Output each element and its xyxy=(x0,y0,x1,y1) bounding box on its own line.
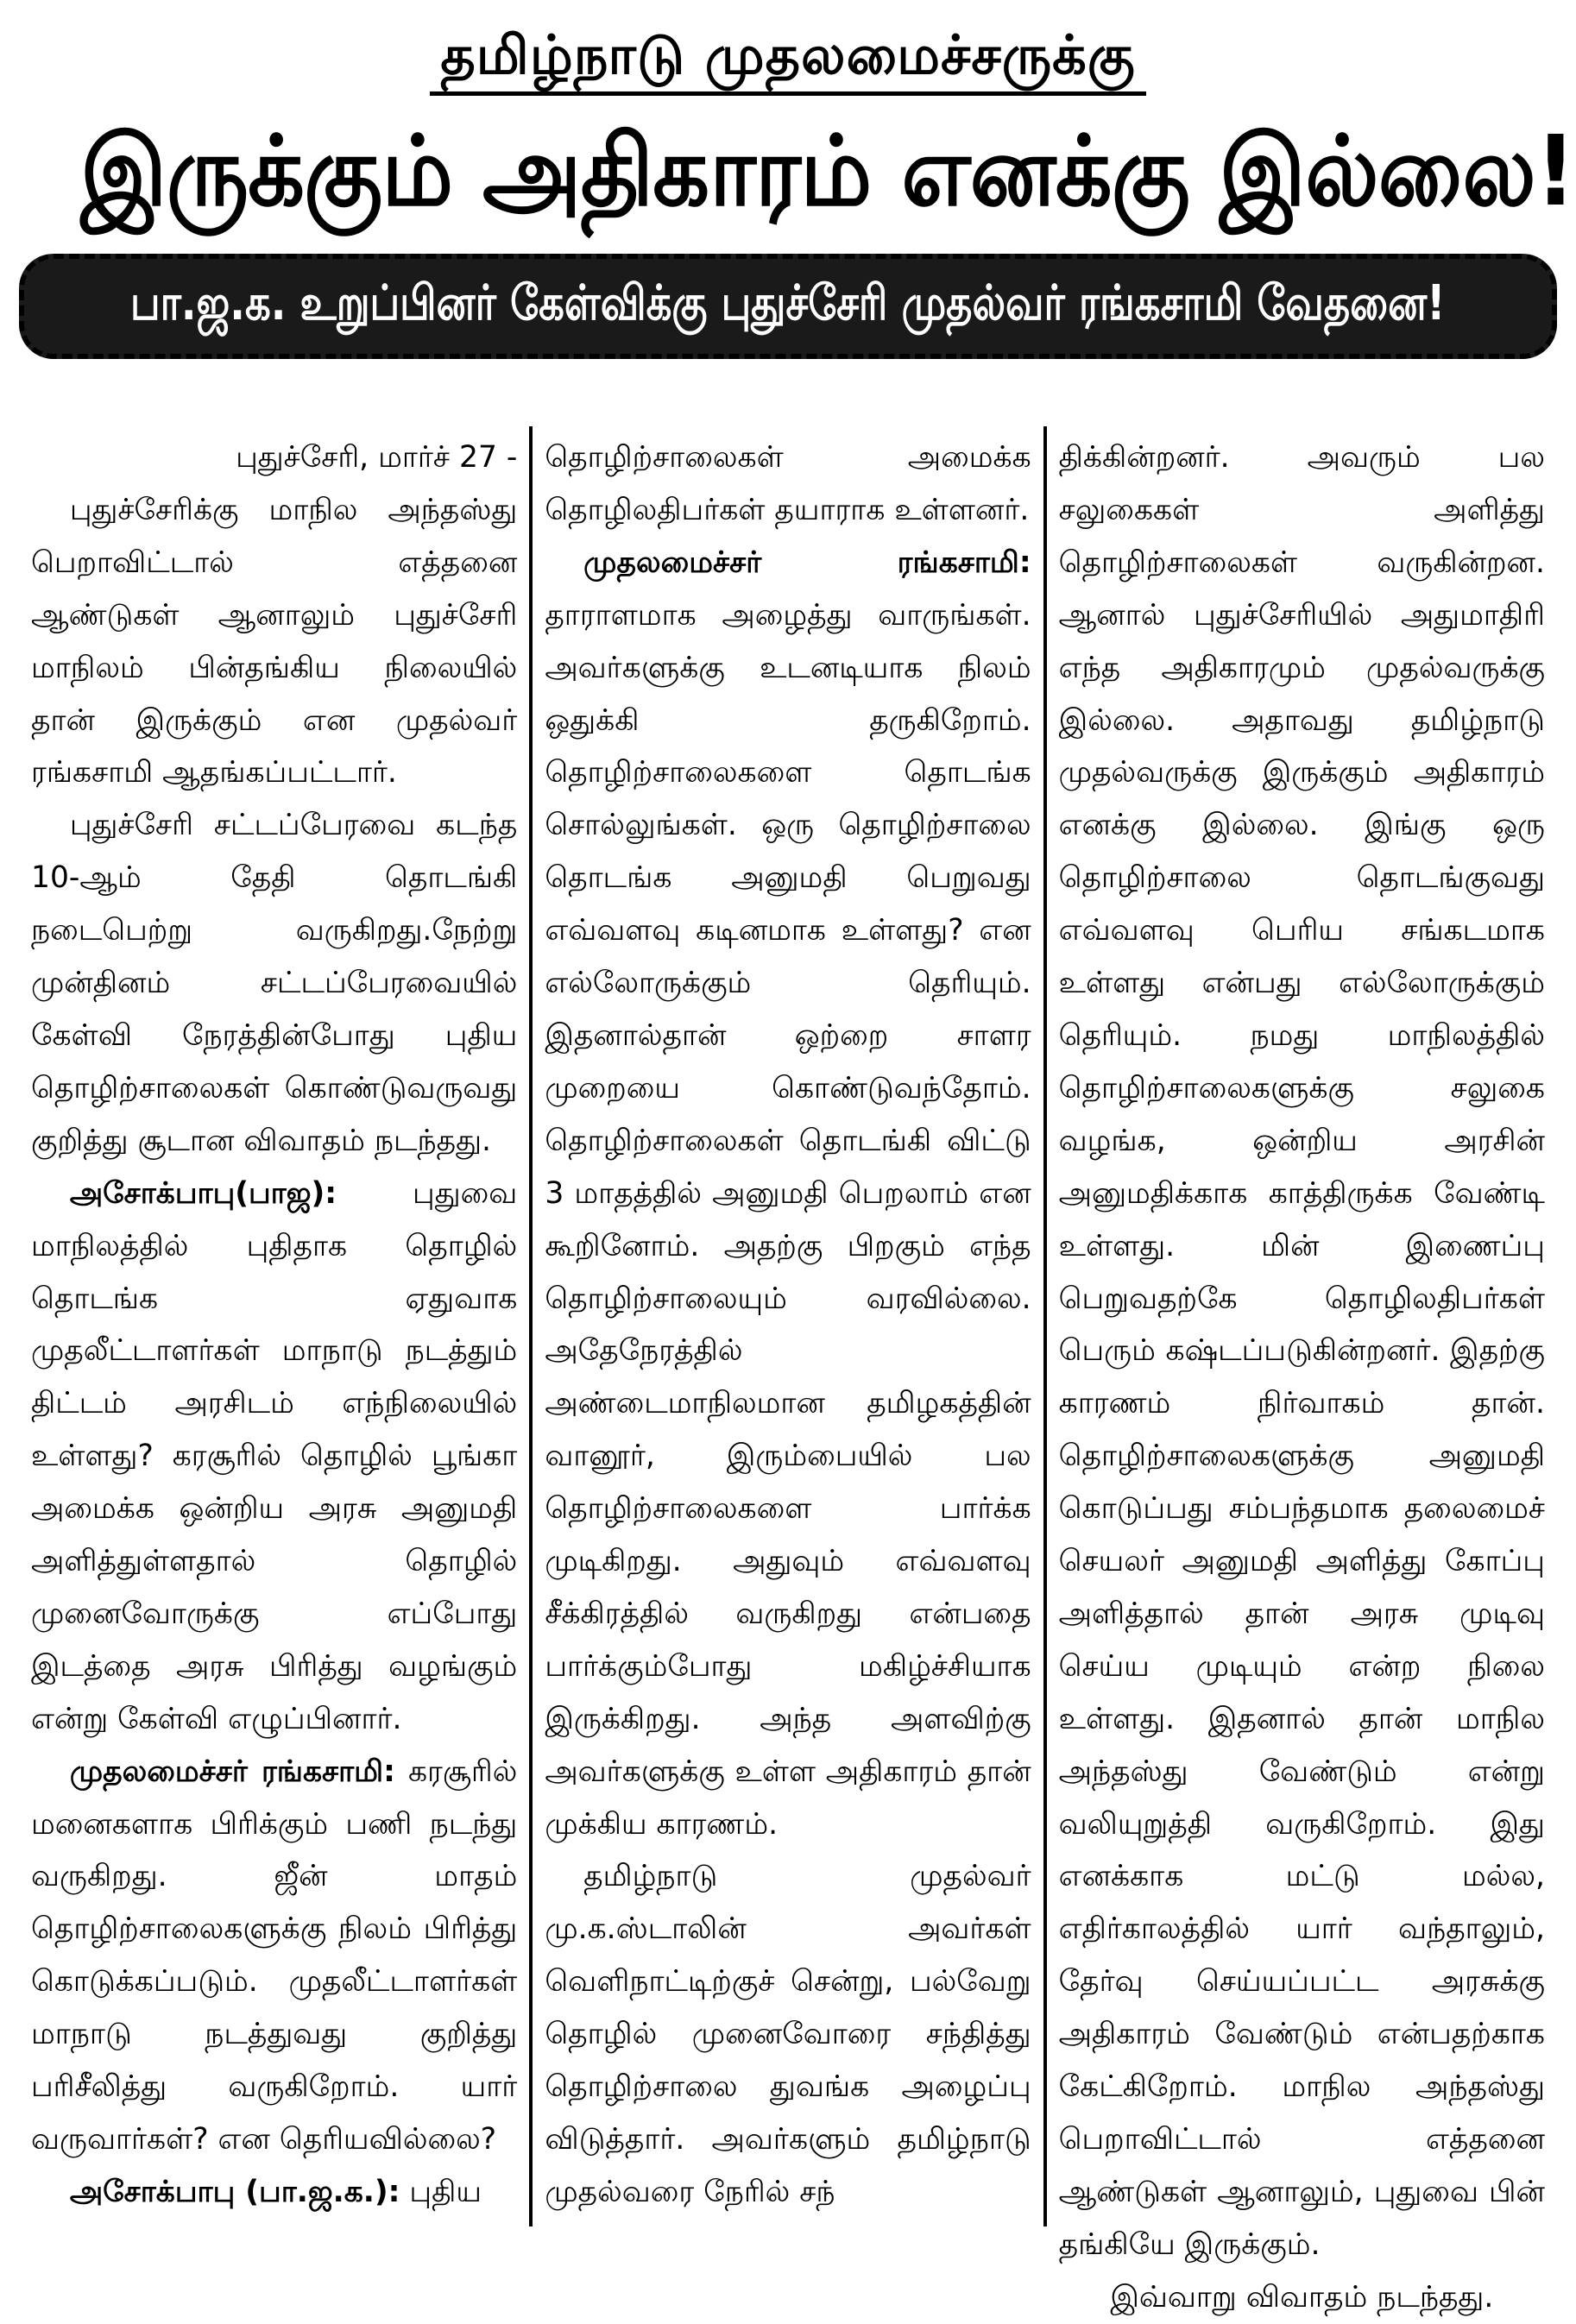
paragraph xyxy=(545,537,1031,1851)
speech-text: புதிய xyxy=(400,2174,482,2209)
speech-text: கரசூரில் மனைகளாக பிரிக்கும் பணி நடந்து வருகிறது. ஜீன் மாதம் தொழிற்சாலைகளுக்கு நிலம் பிரித்து கொடுக்கப்படும். முதலீட்டாளர்கள் மாநாடு நடத்துவது குறித்து பரிசீலித்து வருகிறோம். யார் வருவார்கள்? என தெரியவில்லை? xyxy=(31,1754,518,2157)
paragraph: தொழிற்சாலைகள் அமைக்க தொழிலதிபர்கள் தயாராக உள்ளனர். xyxy=(545,440,1031,527)
column-3 xyxy=(1043,426,1557,2315)
article-columns xyxy=(19,426,1557,2315)
paragraph: திக்கின்றனர். அவரும் பல சலுகைகள் அளித்து தொழிற்சாலைகள் வருகின்றன. ஆனால் புதுச்சேரியில் அதுமாதிரி எந்த அதிகாரமும் முதல்வருக்கு இல்லை. அதாவது தமிழ்நாடு முதல்வருக்கு இருக்கும் அதிகாரம் எனக்கு இல்லை. இங்கு ஒரு தொழிற்சாலை தொடங்குவது எவ்வளவு பெரிய சங்கடமாக உள்ளது என்பது எல்லோருக்கும் தெரியும். நமது மாநிலத்தில் தொழிற்சாலைகளுக்கு சலுகை வழங்க, ஒன்றிய அரசின் அனுமதிக்காக காத்திருக்க வேண்டி உள்ளது. மின் இணைப்பு பெறுவதற்கே தொழிலதிபர்கள் பெரும் கஷ்டப்படுகின்றனர். இதற்கு காரணம் நிர்வாகம் தான். தொழிற்சாலைகளுக்கு அனுமதி கொடுப்பது சம்பந்தமாக தலைமைச் செயலர் அனுமதி அளித்து கோப்பு அளித்தால் தான் அரசு முடிவு செய்ய முடியும் என்ற நிலை உள்ளது. இதனால் தான் மாநில அந்தஸ்து வேண்டும் என்று வலியுறுத்தி வருகிறோம். இது எனக்காக மட்டு மல்ல, எதிர்காலத்தில் யார் வந்தாலும், தேர்வு செய்யப்பட்ட அரசுக்கு அதிகாரம் வேண்டும் என்பதற்காக கேட்கிறோம். மாநில அந்தஸ்து பெறாவிட்டால் எத்தனை ஆண்டுகள் ஆனாலும், புதுவை பின் தங்கியே இருக்கும். xyxy=(1058,440,1545,2262)
paragraph: புதுச்சேரி சட்டப்பேரவை கடந்த 10-ஆம் தேதி தொடங்கி நடைபெற்று வருகிறது.நேற்று முன்தினம் சட்டப்பேரவையில் கேள்வி நேரத்தின்போது புதிய தொழிற்சாலைகள் கொண்டுவருவது குறித்து சூடான விவாதம் நடந்தது. xyxy=(31,808,518,1158)
paragraph xyxy=(31,1168,517,1746)
kicker-wrap xyxy=(19,21,1557,100)
closing-line: இவ்வாறு விவாதம் நடந்தது. xyxy=(1110,2279,1494,2315)
speaker-name: அசோக்பாபு (பா.ஜ.க.): xyxy=(69,2174,400,2209)
paragraph xyxy=(31,1746,517,2166)
paragraph: புதுச்சேரிக்கு மாநில அந்தஸ்து பெறாவிட்டால் எத்தனை ஆண்டுகள் ஆனாலும் புதுச்சேரி மாநிலம் பின்தங்கிய நிலையில் தான் இருக்கும் என முதல்வர் ரங்கசாமி ஆதங்கப்பட்டார். xyxy=(31,492,518,790)
headline: இருக்கும் அதிகாரம் எனக்கு இல்லை! xyxy=(80,116,1575,228)
paragraph xyxy=(31,2166,517,2219)
strap-banner xyxy=(19,254,1557,359)
speaker-name: அசோக்பாபு(பாஜ): xyxy=(69,1175,337,1211)
speech-text: புதுவை மாநிலத்தில் புதிதாக தொழில் தொடங்க ஏதுவாக முதலீட்டாளர்கள் மாநாடு நடத்தும் திட்டம் அரசிடம் எந்நிலையில் உள்ளது? கரசூரில் தொழில் பூங்கா அமைக்க ஒன்றிய அரசு அனுமதி அளித்துள்ளதால் தொழில் முனைவோருக்கு எப்போது இடத்தை அரசு பிரித்து வழங்கும் என்று கேள்வி எழுப்பினார். xyxy=(31,1175,518,1736)
column-1 xyxy=(19,426,529,2226)
speech-text: தாராளமாக அழைத்து வாருங்கள். அவர்களுக்கு உடனடியாக நிலம் ஒதுக்கி தருகிறோம். தொழிற்சாலைகளை தொடங்க சொல்லுங்கள். ஒரு தொழிற்சாலை தொடங்க அனுமதி பெறுவது எவ்வளவு கடினமாக உள்ளது? என எல்லோருக்கும் தெரியும். இதனால்தான் ஒற்றை சாளர முறையை கொண்டுவந்தோம். தொழிற்சாலைகள் தொடங்கி விட்டு 3 மாதத்தில் அனுமதி பெறலாம் என கூறினோம். அதற்கு பிறகும் எந்த தொழிற்சாலையும் வரவில்லை. அதேநேரத்தில் அண்டைமாநிலமான தமிழகத்தின் வானூர், இரும்பையில் பல தொழிற்சாலைகளை பார்க்க முடிகிறது. அதுவும் எவ்வளவு சீக்கிரத்தில் வருகிறது என்பதை பார்க்கும்போது மகிழ்ச்சியாக இருக்கிறது. அந்த அளவிற்கு அவர்களுக்கு உள்ள அதிகாரம் தான் முக்கிய காரணம். xyxy=(545,597,1031,1842)
kicker: தமிழ்நாடு முதலமைச்சருக்கு xyxy=(430,21,1145,96)
speaker-name: முதலமைச்சர் ரங்கசாமி: xyxy=(583,545,1031,580)
speaker-name: முதலமைச்சர் ரங்கசாமி: xyxy=(69,1754,395,1789)
dateline: புதுச்சேரி, மார்ச் 27 - xyxy=(236,440,518,475)
strap-text: பா.ஜ.க. உறுப்பினர் கேள்விக்கு புதுச்சேரி முதல்வர் ரங்கசாமி வேதனை! xyxy=(130,275,1446,331)
column-2 xyxy=(529,426,1043,2226)
paragraph: தமிழ்நாடு முதல்வர் மு.க.ஸ்டாலின் அவர்கள் வெளிநாட்டிற்குச் சென்று, பல்வேறு தொழில் முனைவோரை சந்தித்து தொழிற்சாலை துவங்க அழைப்பு விடுத்தார். அவர்களும் தமிழ்நாடு முதல்வரை நேரில் சந் xyxy=(545,1859,1031,2209)
